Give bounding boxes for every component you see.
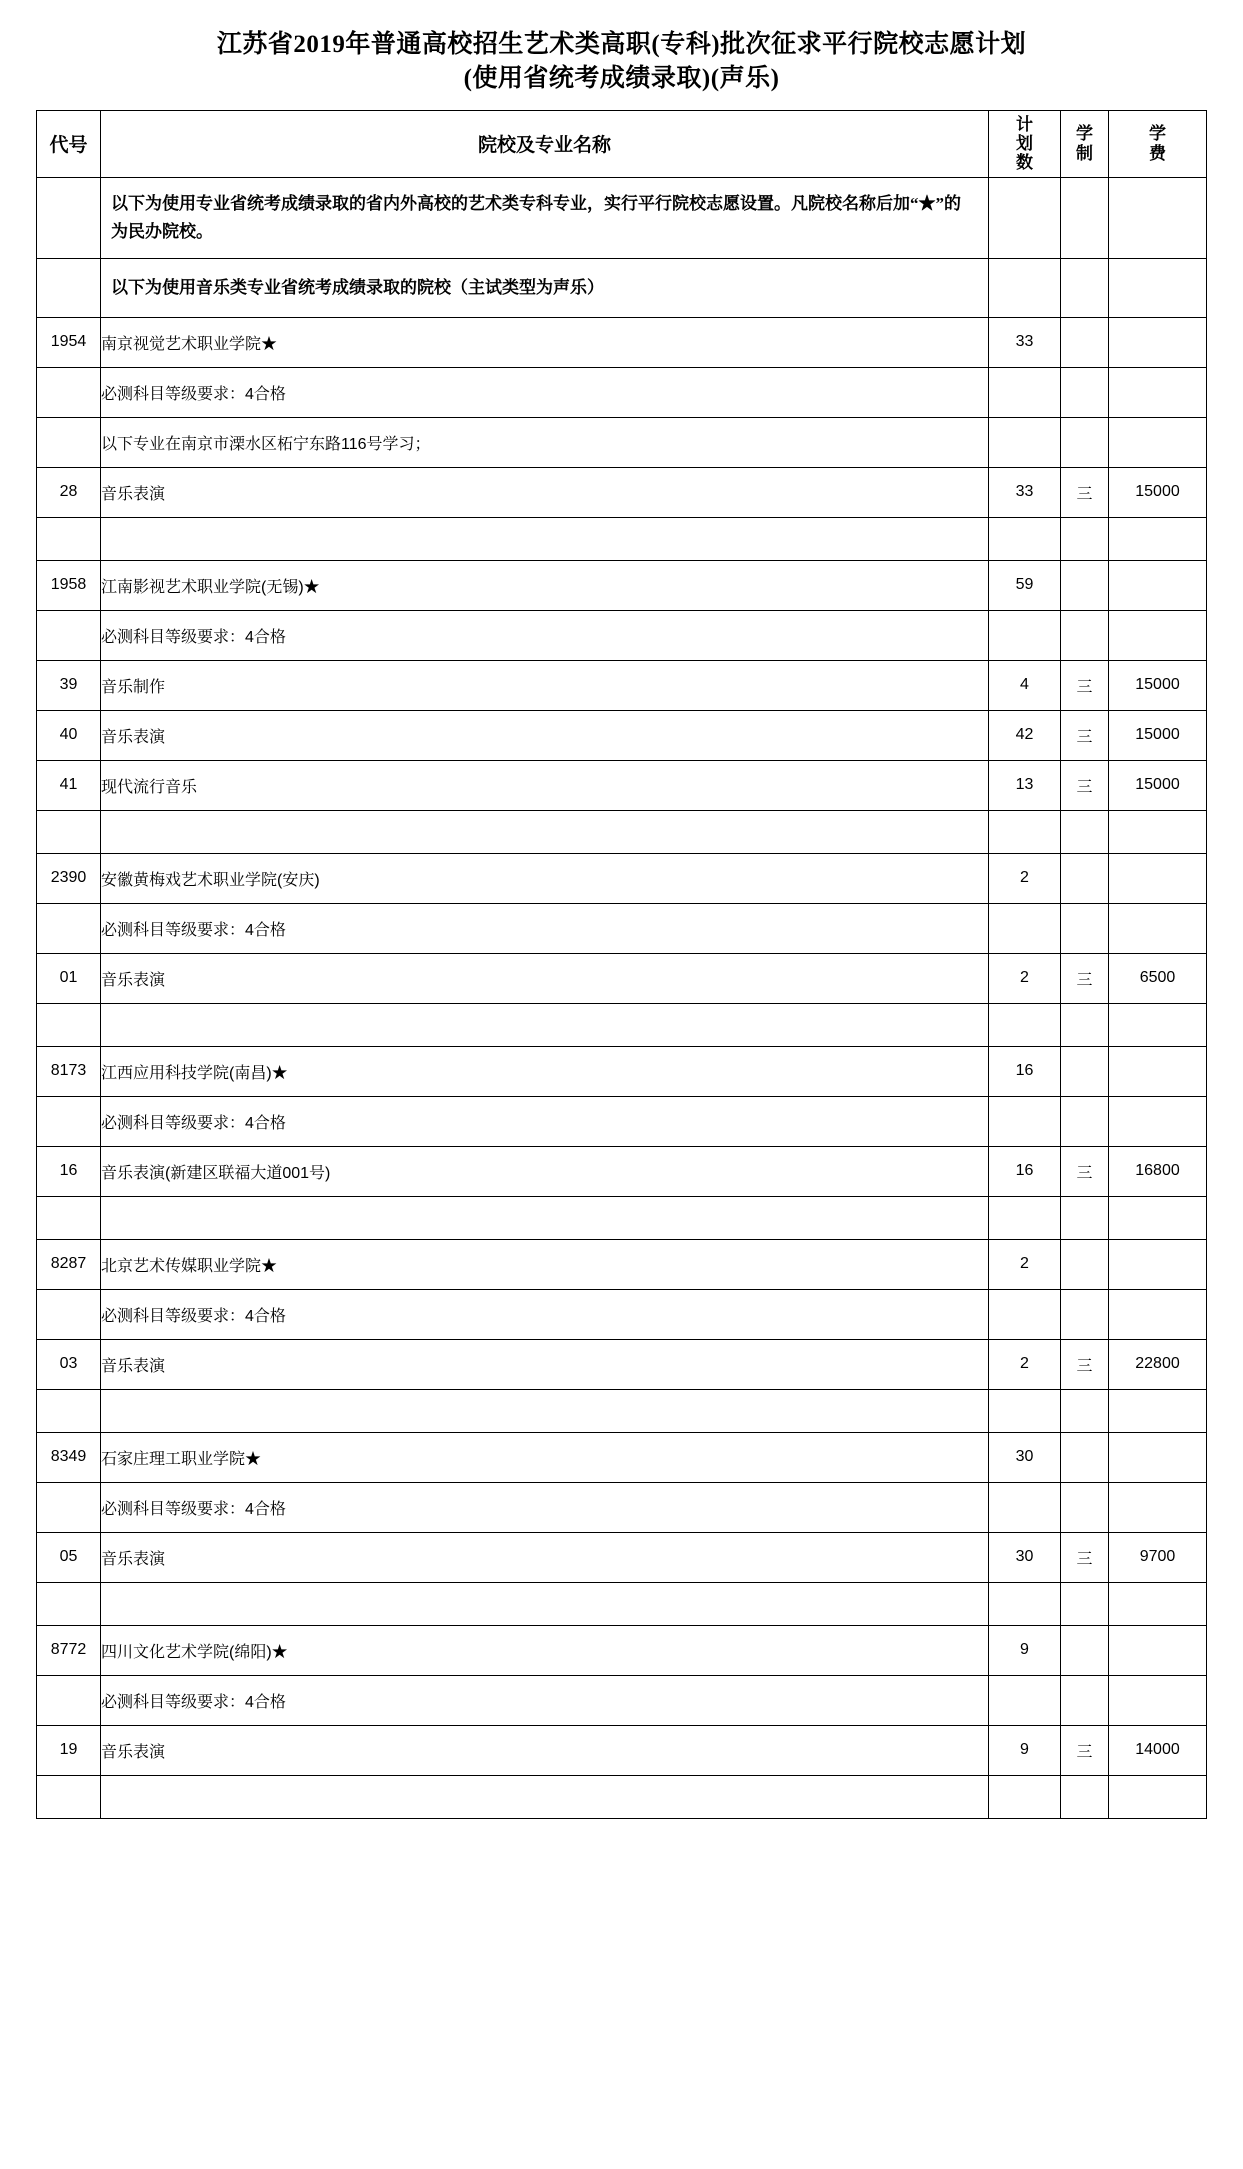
cell-code (37, 417, 101, 467)
cell-name: 必测科目等级要求：4合格 (101, 1482, 989, 1532)
cell-plan-number (989, 1196, 1061, 1239)
cell-duration (1061, 610, 1109, 660)
cell-tuition: 22800 (1109, 1339, 1207, 1389)
cell-tuition (1109, 1482, 1207, 1532)
page-title-line2: (使用省统考成绩录取)(声乐) (463, 64, 780, 92)
cell-plan-number: 33 (989, 317, 1061, 367)
cell-tuition: 15000 (1109, 710, 1207, 760)
cell-plan-number (989, 517, 1061, 560)
table-row (37, 1196, 1207, 1239)
cell-tuition (1109, 258, 1207, 317)
table-row (37, 1003, 1207, 1046)
cell-duration (1061, 1675, 1109, 1725)
cell-tuition (1109, 1582, 1207, 1625)
cell-tuition (1109, 367, 1207, 417)
cell-code: 8349 (37, 1432, 101, 1482)
cell-code (37, 903, 101, 953)
cell-plan-number (989, 417, 1061, 467)
cell-duration (1061, 1289, 1109, 1339)
cell-name: 安徽黄梅戏艺术职业学院(安庆) (101, 853, 989, 903)
cell-name: 石家庄理工职业学院★ (101, 1432, 989, 1482)
cell-name (101, 1775, 989, 1818)
cell-code (37, 1289, 101, 1339)
cell-plan-number (989, 1389, 1061, 1432)
cell-name: 音乐表演 (101, 1725, 989, 1775)
cell-name: 音乐表演 (101, 953, 989, 1003)
cell-plan-number (989, 1582, 1061, 1625)
cell-code (37, 517, 101, 560)
cell-code: 40 (37, 710, 101, 760)
cell-plan-number (989, 1289, 1061, 1339)
table-row (37, 467, 1207, 517)
cell-plan-number: 9 (989, 1725, 1061, 1775)
cell-duration (1061, 1196, 1109, 1239)
cell-code: 28 (37, 467, 101, 517)
cell-plan-number (989, 258, 1061, 317)
cell-tuition (1109, 1096, 1207, 1146)
cell-code (37, 1775, 101, 1818)
cell-code (37, 1096, 101, 1146)
cell-tuition (1109, 1289, 1207, 1339)
cell-name: 音乐表演 (101, 1339, 989, 1389)
cell-tuition: 15000 (1109, 660, 1207, 710)
cell-name (101, 1196, 989, 1239)
cell-code: 2390 (37, 853, 101, 903)
cell-name (101, 810, 989, 853)
cell-tuition: 6500 (1109, 953, 1207, 1003)
cell-code (37, 1582, 101, 1625)
column-header-duration: 学 制 (1061, 110, 1109, 177)
cell-tuition (1109, 610, 1207, 660)
cell-code: 03 (37, 1339, 101, 1389)
cell-plan-number (989, 610, 1061, 660)
table-row (37, 953, 1207, 1003)
cell-tuition (1109, 1239, 1207, 1289)
cell-tuition: 15000 (1109, 760, 1207, 810)
cell-code (37, 1389, 101, 1432)
cell-plan-number: 16 (989, 1146, 1061, 1196)
cell-tuition (1109, 177, 1207, 258)
table-row (37, 1339, 1207, 1389)
cell-name: 音乐制作 (101, 660, 989, 710)
cell-duration (1061, 903, 1109, 953)
cell-code: 16 (37, 1146, 101, 1196)
table-row (37, 258, 1207, 317)
cell-duration: 三 (1061, 1725, 1109, 1775)
cell-name: 必测科目等级要求：4合格 (101, 903, 989, 953)
cell-tuition (1109, 853, 1207, 903)
cell-duration (1061, 1239, 1109, 1289)
cell-plan-number: 30 (989, 1532, 1061, 1582)
cell-code: 39 (37, 660, 101, 710)
cell-plan-number (989, 1482, 1061, 1532)
table-row (37, 1289, 1207, 1339)
table-row (37, 1482, 1207, 1532)
cell-duration (1061, 417, 1109, 467)
table-header (37, 110, 1207, 177)
cell-duration (1061, 853, 1109, 903)
cell-name (101, 1389, 989, 1432)
table-row (37, 560, 1207, 610)
cell-tuition (1109, 1775, 1207, 1818)
table-row (37, 1432, 1207, 1482)
cell-duration (1061, 1003, 1109, 1046)
table-row (37, 853, 1207, 903)
cell-duration (1061, 1775, 1109, 1818)
cell-duration: 三 (1061, 1146, 1109, 1196)
cell-name: 南京视觉艺术职业学院★ (101, 317, 989, 367)
cell-code: 05 (37, 1532, 101, 1582)
cell-duration (1061, 517, 1109, 560)
cell-name: 音乐表演(新建区联福大道001号) (101, 1146, 989, 1196)
table-row (37, 1675, 1207, 1725)
cell-duration: 三 (1061, 710, 1109, 760)
column-header-name: 院校及专业名称 (101, 110, 989, 177)
table-row (37, 710, 1207, 760)
cell-name: 江南影视艺术职业学院(无锡)★ (101, 560, 989, 610)
cell-tuition (1109, 810, 1207, 853)
page-title (122, 28, 1122, 96)
cell-plan-number: 2 (989, 1339, 1061, 1389)
cell-plan-number (989, 1003, 1061, 1046)
cell-duration: 三 (1061, 1339, 1109, 1389)
cell-duration (1061, 1432, 1109, 1482)
cell-plan-number (989, 177, 1061, 258)
table-row (37, 1046, 1207, 1096)
table-row (37, 1532, 1207, 1582)
table-row (37, 903, 1207, 953)
cell-code (37, 610, 101, 660)
cell-code (37, 367, 101, 417)
cell-code: 8287 (37, 1239, 101, 1289)
cell-plan-number: 13 (989, 760, 1061, 810)
cell-duration (1061, 560, 1109, 610)
cell-duration: 三 (1061, 760, 1109, 810)
cell-duration (1061, 317, 1109, 367)
cell-duration (1061, 367, 1109, 417)
plan-table (36, 110, 1207, 1819)
cell-tuition (1109, 317, 1207, 367)
cell-code (37, 1003, 101, 1046)
table-row (37, 660, 1207, 710)
cell-plan-number: 2 (989, 853, 1061, 903)
cell-name (101, 1582, 989, 1625)
cell-plan-number: 30 (989, 1432, 1061, 1482)
cell-code (37, 810, 101, 853)
cell-plan-number: 59 (989, 560, 1061, 610)
cell-code: 01 (37, 953, 101, 1003)
cell-duration (1061, 1096, 1109, 1146)
cell-code: 41 (37, 760, 101, 810)
cell-duration: 三 (1061, 660, 1109, 710)
cell-duration (1061, 810, 1109, 853)
table-row (37, 417, 1207, 467)
table-row (37, 810, 1207, 853)
table-row (37, 1239, 1207, 1289)
cell-tuition (1109, 1003, 1207, 1046)
cell-tuition: 14000 (1109, 1725, 1207, 1775)
table-row (37, 1096, 1207, 1146)
table-row (37, 610, 1207, 660)
cell-name: 北京艺术传媒职业学院★ (101, 1239, 989, 1289)
cell-plan-number: 33 (989, 467, 1061, 517)
cell-name: 音乐表演 (101, 467, 989, 517)
cell-tuition (1109, 417, 1207, 467)
cell-plan-number: 16 (989, 1046, 1061, 1096)
cell-duration (1061, 177, 1109, 258)
cell-tuition: 15000 (1109, 467, 1207, 517)
cell-name: 必测科目等级要求：4合格 (101, 1096, 989, 1146)
cell-tuition (1109, 1675, 1207, 1725)
cell-code: 1954 (37, 317, 101, 367)
cell-name: 江西应用科技学院(南昌)★ (101, 1046, 989, 1096)
table-row (37, 1775, 1207, 1818)
column-header-tuition: 学 费 (1109, 110, 1207, 177)
cell-name: 必测科目等级要求：4合格 (101, 1675, 989, 1725)
cell-tuition (1109, 903, 1207, 953)
table-row (37, 1582, 1207, 1625)
cell-name (101, 1003, 989, 1046)
cell-duration (1061, 1046, 1109, 1096)
cell-tuition (1109, 1046, 1207, 1096)
table-row (37, 177, 1207, 258)
cell-duration (1061, 1582, 1109, 1625)
cell-plan-number (989, 367, 1061, 417)
cell-plan-number: 42 (989, 710, 1061, 760)
table-row (37, 1146, 1207, 1196)
cell-code: 8772 (37, 1625, 101, 1675)
cell-duration: 三 (1061, 1532, 1109, 1582)
cell-duration (1061, 1625, 1109, 1675)
table-row (37, 1725, 1207, 1775)
cell-plan-number (989, 810, 1061, 853)
cell-plan-number (989, 903, 1061, 953)
table-row (37, 1625, 1207, 1675)
cell-plan-number (989, 1096, 1061, 1146)
cell-name: 以下专业在南京市溧水区柘宁东路116号学习； (101, 417, 989, 467)
cell-duration (1061, 1482, 1109, 1532)
cell-plan-number (989, 1775, 1061, 1818)
cell-code (37, 177, 101, 258)
cell-plan-number: 2 (989, 953, 1061, 1003)
cell-code (37, 1675, 101, 1725)
cell-duration: 三 (1061, 953, 1109, 1003)
table-row (37, 317, 1207, 367)
cell-name (101, 517, 989, 560)
cell-name: 以下为使用专业省统考成绩录取的省内外高校的艺术类专科专业，实行平行院校志愿设置。凡院校名称后加“★”的为民办院校。 (101, 177, 989, 258)
cell-name: 四川文化艺术学院(绵阳)★ (101, 1625, 989, 1675)
cell-code (37, 258, 101, 317)
cell-name: 音乐表演 (101, 710, 989, 760)
table-row (37, 517, 1207, 560)
cell-name: 现代流行音乐 (101, 760, 989, 810)
cell-tuition (1109, 1625, 1207, 1675)
cell-tuition (1109, 1389, 1207, 1432)
cell-code (37, 1482, 101, 1532)
cell-name: 以下为使用音乐类专业省统考成绩录取的院校（主试类型为声乐） (101, 258, 989, 317)
cell-tuition (1109, 1196, 1207, 1239)
table-body (37, 177, 1207, 1818)
column-header-plan-number: 计 划 数 (989, 110, 1061, 177)
cell-name: 必测科目等级要求：4合格 (101, 367, 989, 417)
column-header-code: 代号 (37, 110, 101, 177)
cell-code (37, 1196, 101, 1239)
cell-name: 必测科目等级要求：4合格 (101, 1289, 989, 1339)
cell-tuition: 16800 (1109, 1146, 1207, 1196)
page-title-line1: 江苏省2019年普通高校招生艺术类高职(专科)批次征求平行院校志愿计划 (216, 31, 1027, 58)
cell-tuition (1109, 517, 1207, 560)
cell-code: 19 (37, 1725, 101, 1775)
table-row (37, 1389, 1207, 1432)
cell-code: 8173 (37, 1046, 101, 1096)
table-row (37, 760, 1207, 810)
cell-duration (1061, 1389, 1109, 1432)
cell-plan-number: 2 (989, 1239, 1061, 1289)
table-row (37, 367, 1207, 417)
cell-name: 必测科目等级要求：4合格 (101, 610, 989, 660)
cell-plan-number: 9 (989, 1625, 1061, 1675)
table-header-row (37, 110, 1207, 177)
cell-tuition (1109, 1432, 1207, 1482)
cell-plan-number (989, 1675, 1061, 1725)
cell-plan-number: 4 (989, 660, 1061, 710)
cell-name: 音乐表演 (101, 1532, 989, 1582)
cell-tuition: 9700 (1109, 1532, 1207, 1582)
cell-duration: 三 (1061, 467, 1109, 517)
cell-code: 1958 (37, 560, 101, 610)
cell-duration (1061, 258, 1109, 317)
cell-tuition (1109, 560, 1207, 610)
